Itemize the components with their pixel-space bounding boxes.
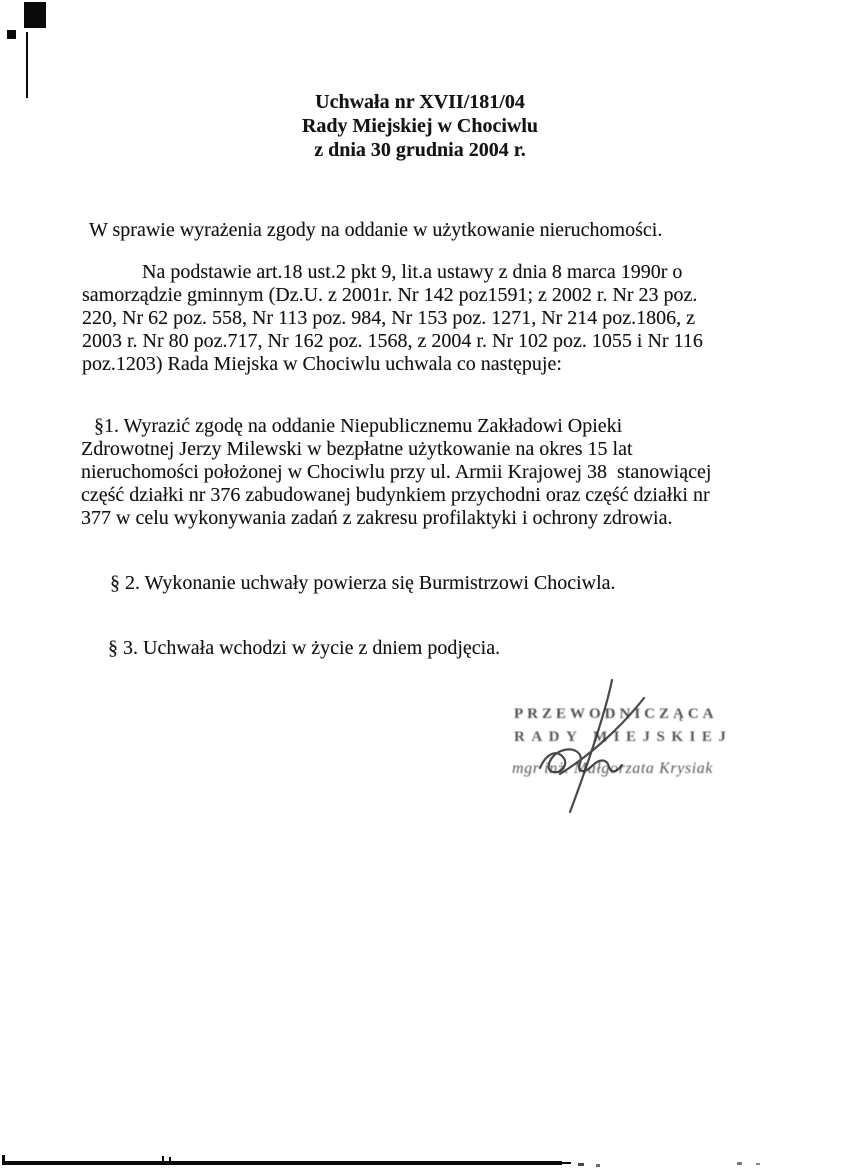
preamble-line: poz.1203) Rada Miejska w Chociwlu uchwala co następuje:	[82, 353, 562, 375]
section-3-paragraph: § 3. Uchwała wchodzi w życie z dniem podjęcia.	[108, 637, 501, 659]
preamble-line: 220, Nr 62 poz. 558, Nr 113 poz. 984, Nr 153 poz. 1271, Nr 214 poz.1806, z	[82, 307, 696, 329]
title-date: z dnia 30 grudnia 2004 r.	[314, 139, 526, 161]
preamble-paragraph	[82, 261, 772, 376]
scan-artifact-dot	[7, 30, 16, 39]
scan-artifact-tick	[2, 1155, 5, 1162]
scan-artifact-bottom-line	[2, 1161, 562, 1165]
stamp-title-council: RADY MIEJSKIEJ	[514, 729, 733, 745]
preamble-line: 2003 r. Nr 80 poz.717, Nr 162 poz. 1568, z 2004 r. Nr 102 poz. 1055 i Nr 116	[82, 330, 703, 352]
scan-artifact-dot	[596, 1164, 600, 1167]
section-1-paragraph	[81, 415, 771, 530]
scan-artifact-bottom-line-tail	[562, 1162, 571, 1164]
scan-artifact-tick	[169, 1157, 171, 1162]
subject-line: W sprawie wyrażenia zgody na oddanie w użytkowanie nieruchomości.	[89, 219, 663, 241]
handwritten-signature-icon	[500, 668, 750, 818]
section-1-line: nieruchomości położonej w Chociwlu przy ul. Armii Krajowej 38 stanowiącej	[81, 461, 712, 483]
preamble-line: Na podstawie art.18 ust.2 pkt 9, lit.a ustawy z dnia 8 marca 1990r o	[142, 261, 683, 283]
section-1-line: 377 w celu wykonywania zadań z zakresu profilaktyki i ochrony zdrowia.	[81, 507, 673, 529]
scan-artifact-dot	[756, 1163, 760, 1165]
signer-name: mgr inż. Małgorzata Krysiak	[512, 760, 714, 777]
scan-artifact-tick	[162, 1156, 164, 1162]
document-title	[82, 90, 758, 162]
scan-artifact-dot	[578, 1163, 584, 1166]
stamp-title-chairwoman: PRZEWODNICZĄCA	[514, 706, 718, 722]
section-1-line: Zdrowotnej Jerzy Milewski w bezpłatne użytkowanie na okres 15 lat	[81, 438, 633, 460]
scan-artifact-corner-blotch	[24, 2, 46, 28]
title-council-name: Rady Miejskiej w Chociwlu	[301, 115, 539, 137]
section-1-line: §1. Wyrazić zgodę na oddanie Niepublicznemu Zakładowi Opieki	[94, 415, 623, 437]
scan-artifact-edge-line	[26, 32, 28, 98]
title-resolution-number: Uchwała nr XVII/181/04	[315, 91, 525, 113]
preamble-line: samorządzie gminnym (Dz.U. z 2001r. Nr 142 poz1591; z 2002 r. Nr 23 poz.	[82, 284, 698, 306]
section-2-paragraph: § 2. Wykonanie uchwały powierza się Burmistrzowi Chociwla.	[110, 572, 616, 594]
section-1-line: część działki nr 376 zabudowanej budynkiem przychodni oraz część działki nr	[81, 484, 710, 506]
scan-artifact-dot	[737, 1162, 742, 1165]
